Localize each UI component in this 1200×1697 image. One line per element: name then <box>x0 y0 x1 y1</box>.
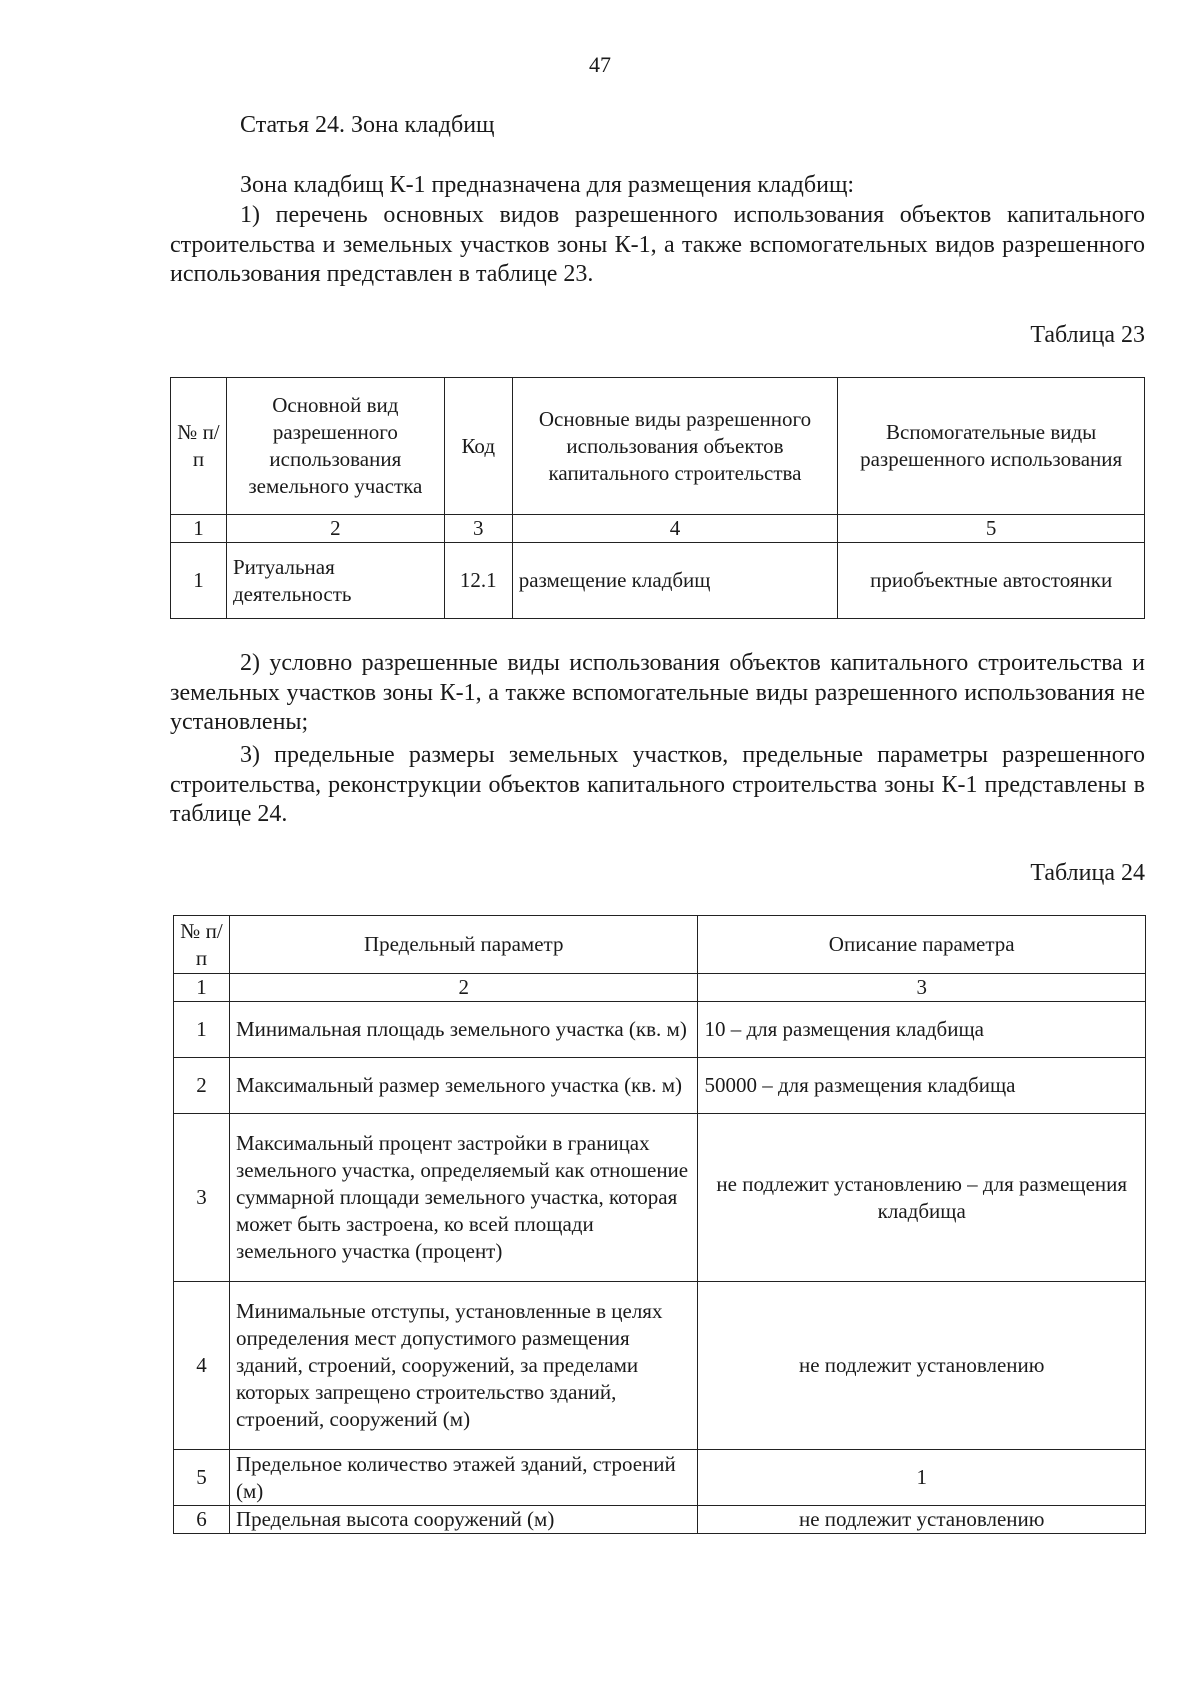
t24-row-description: 10 – для размещения кладбища <box>698 1002 1146 1058</box>
t24-header-parameter: Предельный параметр <box>229 916 698 974</box>
article-title: Статья 24. Зона кладбищ <box>240 112 495 138</box>
t24-row-num: 5 <box>174 1450 230 1506</box>
t24-row-parameter: Максимальный процент застройки в границах земельного участка, определяемый как отношение суммарной площади земельного участка, которая может быть застроена, ко всей площади земельного участка (процент) <box>229 1114 698 1282</box>
t24-row-parameter: Минимальные отступы, установленные в целях определения мест допустимого размещения зданий, строений, сооружений, за пределами которых запрещено строительство зданий, строений, сооружений (м) <box>229 1282 698 1450</box>
t24-row-num: 3 <box>174 1114 230 1282</box>
table-24-caption: Таблица 24 <box>1030 860 1145 886</box>
t24-row-description: 1 <box>698 1450 1146 1506</box>
t24-row-description: 50000 – для размещения кладбища <box>698 1058 1146 1114</box>
t23-row-auxiliary: приобъектные автостоянки <box>838 543 1145 619</box>
t23-colnum: 3 <box>444 515 512 543</box>
t24-colnum: 1 <box>174 974 230 1002</box>
t24-row-num: 2 <box>174 1058 230 1114</box>
table-row <box>174 1450 1146 1506</box>
table-24-header-row <box>174 916 1146 974</box>
t23-row-main-types: размещение кладбищ <box>512 543 838 619</box>
t24-row-parameter: Предельная высота сооружений (м) <box>229 1506 698 1534</box>
t24-colnum: 3 <box>698 974 1146 1002</box>
t23-row-num: 1 <box>171 543 227 619</box>
table-row <box>174 1114 1146 1282</box>
table-row <box>174 1002 1146 1058</box>
t23-row-main-use: Ритуальная деятельность <box>226 543 444 619</box>
table-row <box>171 543 1145 619</box>
t24-header-num: № п/п <box>174 916 230 974</box>
table-23-header-row <box>171 378 1145 515</box>
t23-header-main-use: Основной вид разрешенного использования земельного участка <box>226 378 444 515</box>
table-23 <box>170 377 1145 619</box>
t24-header-description: Описание параметра <box>698 916 1146 974</box>
t23-colnum: 2 <box>226 515 444 543</box>
t23-header-main-types: Основные виды разрешенного использования объектов капитального строительства <box>512 378 838 515</box>
t24-row-num: 6 <box>174 1506 230 1534</box>
t24-row-parameter: Максимальный размер земельного участка (кв. м) <box>229 1058 698 1114</box>
table-row <box>174 1058 1146 1114</box>
page-number: 47 <box>589 52 611 77</box>
t24-row-num: 4 <box>174 1282 230 1450</box>
paragraph-3: 3) предельные размеры земельных участков, предельные параметры разрешенного строительства, реконструкции объектов капитального строительства зоны К-1 представлены в таблице 24. <box>170 742 1145 827</box>
table-24-number-row <box>174 974 1146 1002</box>
t23-header-auxiliary: Вспомогательные виды разрешенного использования <box>838 378 1145 515</box>
t24-row-parameter: Предельное количество этажей зданий, строений (м) <box>229 1450 698 1506</box>
t23-row-code: 12.1 <box>444 543 512 619</box>
table-24 <box>173 915 1146 1534</box>
t24-row-parameter: Минимальная площадь земельного участка (кв. м) <box>229 1002 698 1058</box>
t24-row-description: не подлежит установлению <box>698 1506 1146 1534</box>
t24-colnum: 2 <box>229 974 698 1002</box>
paragraph-2: 2) условно разрешенные виды использования объектов капитального строительства и земельных участков зоны К-1, а также вспомогательные виды разрешенного использования не установлены; <box>170 650 1145 735</box>
intro-text: Зона кладбищ К-1 предназначена для размещения кладбищ: <box>240 172 855 198</box>
t24-row-description: не подлежит установлению – для размещения кладбища <box>698 1114 1146 1282</box>
t23-colnum: 5 <box>838 515 1145 543</box>
table-row <box>174 1506 1146 1534</box>
t24-row-num: 1 <box>174 1002 230 1058</box>
t23-header-num: № п/п <box>171 378 227 515</box>
table-23-number-row <box>171 515 1145 543</box>
t23-header-code: Код <box>444 378 512 515</box>
t24-row-description: не подлежит установлению <box>698 1282 1146 1450</box>
t23-colnum: 1 <box>171 515 227 543</box>
table-row <box>174 1282 1146 1450</box>
paragraph-1: 1) перечень основных видов разрешенного использования объектов капитального строительства и земельных участков зоны К-1, а также вспомогательных видов разрешенного использования представлен в таблице 23. <box>170 202 1145 287</box>
t23-colnum: 4 <box>512 515 838 543</box>
table-23-caption: Таблица 23 <box>1030 322 1145 348</box>
